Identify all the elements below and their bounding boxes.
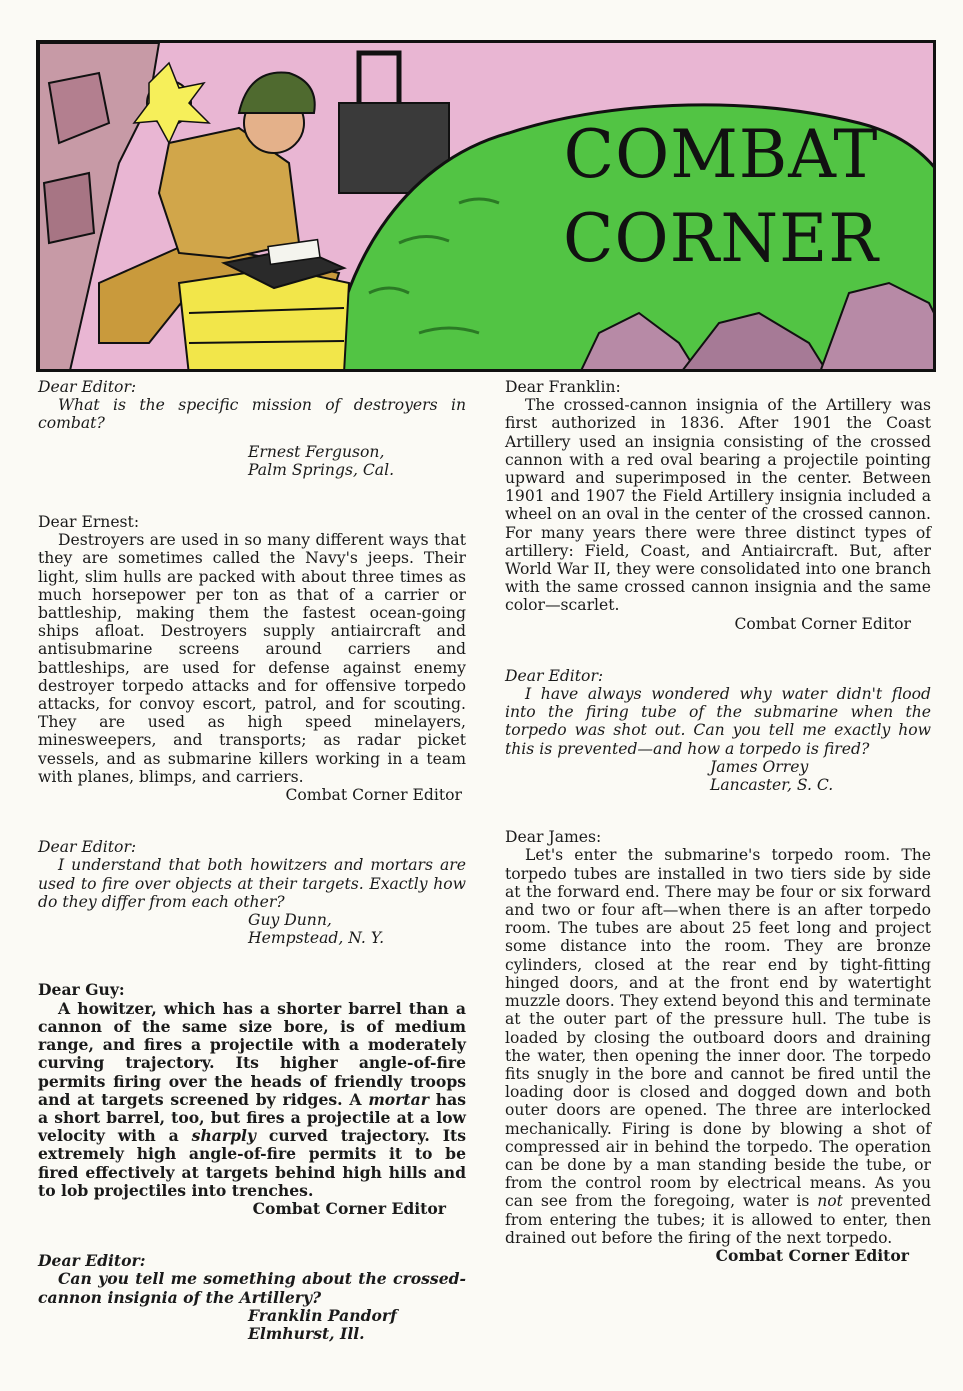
letter-salutation: Dear Franklin: <box>505 378 621 396</box>
signature-place: Elmhurst, Ill. <box>248 1323 365 1343</box>
title-line-1: COMBAT <box>563 116 879 193</box>
header-banner <box>36 40 936 372</box>
editor-signoff: Combat Corner Editor <box>734 614 911 633</box>
signature-name: Franklin Pandorf <box>248 1305 397 1325</box>
left-column <box>38 378 466 1343</box>
signature-place: Lancaster, S. C. <box>710 776 834 795</box>
signature-name: James Orrey <box>710 757 809 776</box>
body-text: curved trajectory. Its extremely high angle-of-fire permits it to be fired effectively at targets behind high hills and to lob projectiles into trenches. <box>38 1126 466 1200</box>
body-text: A howitzer, which has a shorter barrel than a cannon of the same size bore, is of medium range, and fires a projectile with a moderately curving trajectory. Its higher angle-of-fire permits firing over the heads of friendly troops and at targets screened by ridges. A <box>38 998 466 1109</box>
signature-place: Palm Springs, Cal. <box>248 460 395 479</box>
letter-salutation: Dear Editor: <box>38 1251 146 1271</box>
signature-name: Guy Dunn, <box>248 911 332 930</box>
editor-signoff: Combat Corner Editor <box>715 1245 909 1265</box>
editor-signoff: Combat Corner Editor <box>285 786 462 805</box>
letter-question <box>38 1252 466 1343</box>
letter-salutation: Dear James: <box>505 828 602 847</box>
letter-body: What is the specific mission of destroyers in combat? <box>38 396 466 433</box>
emphasis-text: not <box>817 1192 843 1211</box>
page-title <box>531 113 911 281</box>
letter-body <box>505 846 931 1246</box>
letter-salutation: Dear Editor: <box>505 666 604 685</box>
letter-body: I understand that both howitzers and mortars are used to fire over objects at their targets. Exactly how do they differ from each other? <box>38 856 466 911</box>
letter-question <box>38 838 466 947</box>
letter-body: Destroyers are used in so many different ways that they are sometimes called the Navy's jeeps. Their light, slim hulls are packed with about three times as much horsepower per ton as that of a carrier or battleship, making them the fastest ocean-going ships afloat. Destroyers supply antiaircraft and antisubmarine screens around carriers and battleships, are used for defense against enemy destroyer torpedo attacks and for offensive torpedo attacks, for convoy escort, patrol, and for scouting. They are used as high speed minelayers, minesweepers, and transports; as radar picket vessels, and as submarine killers working in a team with planes, blimps, and carriers. <box>38 531 466 786</box>
letter-salutation: Dear Editor: <box>38 838 137 857</box>
letter-body <box>38 1000 466 1200</box>
letter-question <box>38 378 466 479</box>
body-text: Let's enter the submarine's torpedo room. The torpedo tubes are installed in two tiers side by side at the forward end. There may be four or six forward and two or four aft—when there is an after torpedo room. The tubes are about 25 feet long and project some distance into the room. They are bronze cylinders, closed at the rear end by tight-fitting hinged doors, and at the front end by watertight muzzle doors. They extend beyond this and terminate at the outer part of the pressure hull. The tube is loaded by closing the outboard doors and draining the water, then opening the inner door. The torpedo fits snugly in the bore and cannot be fired until the loading door is closed and dogged down and both outer doors are opened. The three are interlocked mechanically. Firing is done by blowing a shot of compressed air in behind the torpedo. The operation can be done by a man standing beside the tube, or from the control room by electrical means. As you can see from the foregoing, water is <box>505 846 931 1211</box>
letter-body: Can you tell me something about the crossed-cannon insignia of the Artillery? <box>38 1269 466 1307</box>
letter-salutation: Dear Guy: <box>38 980 125 1000</box>
letter-body: I have always wondered why water didn't flood into the firing tube of the submarine when the torpedo was shot out. Can you tell me exactly how this is prevented—and how a torpedo is fired? <box>505 685 931 758</box>
editor-signoff: Combat Corner Editor <box>252 1198 446 1218</box>
title-line-2: CORNER <box>563 200 879 277</box>
emphasis-text: mortar <box>368 1089 429 1109</box>
signature-place: Hempstead, N. Y. <box>248 929 385 948</box>
letter-salutation: Dear Ernest: <box>38 513 140 532</box>
letter-salutation: Dear Editor: <box>38 378 137 396</box>
right-column <box>505 378 931 1265</box>
body-text: prevented from entering the tubes; it is allowed to enter, then drained out before the firing of the next torpedo. <box>505 1192 931 1247</box>
letter-question <box>505 667 931 794</box>
signature-name: Ernest Ferguson, <box>248 442 385 461</box>
letter-answer <box>38 981 466 1218</box>
letter-body: The crossed-cannon insignia of the Artillery was first authorized in 1836. After 1901 the Coast Artillery used an insignia consisting of the crossed cannon with a red oval bearing a projectile pointing upward and superimposed in the center. Between 1901 and 1907 the Field Artillery insignia included a wheel on an oval in the center of the crossed cannon. For many years there were three distinct types of artillery: Field, Coast, and Antiaircraft. But, after World War II, they were consolidated into one branch with the same crossed cannon insignia and the same color—scarlet. <box>505 396 931 615</box>
emphasis-text: sharply <box>191 1126 256 1146</box>
letter-answer <box>505 828 931 1265</box>
letter-answer <box>38 513 466 804</box>
letter-answer <box>505 378 931 633</box>
body-text: has a short barrel, too, but fires a projectile at a low velocity with a <box>38 1089 466 1146</box>
